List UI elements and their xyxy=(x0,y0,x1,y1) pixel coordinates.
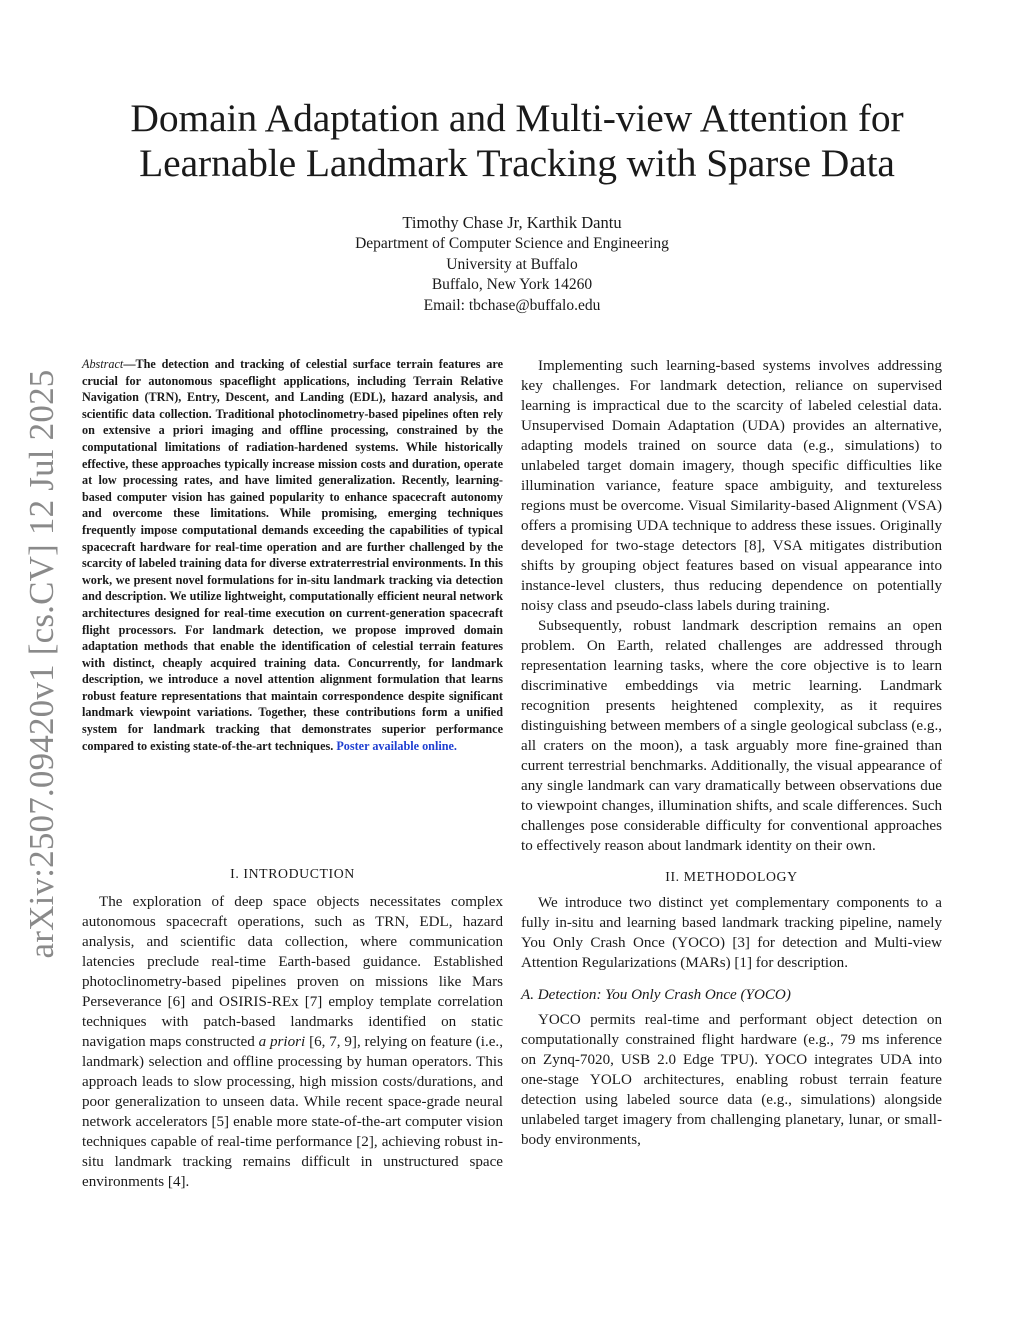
paper-title: Domain Adaptation and Multi-view Attention for Learnable Landmark Tracking with Sparse Data xyxy=(130,96,904,185)
abstract-lead: Abstract xyxy=(82,357,124,371)
arxiv-id: arXiv:2507.09420v1 [cs.CV] 12 Jul 2025 xyxy=(22,369,61,959)
abstract xyxy=(82,356,503,754)
method-paragraph-1: We introduce two distinct yet complementary components to a fully in-situ and learning based landmark tracking pipeline, namely You Only Crash Once (YOCO) [3] for detection and Multi-view Attention Regularizations (MARs) [1] for description. xyxy=(521,895,942,971)
right-column xyxy=(521,356,942,1150)
subsection-heading-yoco: A. Detection: You Only Crash Once (YOCO) xyxy=(521,987,791,1003)
right-paragraph-1: Implementing such learning-based systems involves addressing key challenges. For landmark detection, reliance on supervised learning is impractical due to the scarcity of labeled celestial data. Unsupervised Domain Adaptation (UDA) provides an alternative, adapting models trained on source data (e.g., simulations) to unlabeled target domain imagery, though specific difficulties like illumination variance, feature space ambiguity, and textureless regions must be overcome. Visual Similarity-based Alignment (VSA) offers a promising UDA technique to address these issues. Originally developed for two-stage detectors [8], VSA mitigates distribution shifts by grouping object features based on visual appearance into instance-level clusters, thus reducing dependence on potentially noisy class and pseudo-class labels during training. xyxy=(521,358,942,614)
author-email: Email: tbchase@buffalo.edu xyxy=(423,296,601,314)
right-paragraph-2: Subsequently, robust landmark description remains an open problem. On Earth, related challenges are addressed through representation learning tasks, where the core objective is to learn discriminative embeddings via metric learning. Landmark recognition presents heightened complexity, as it requires distinguishing between members of a single geological subclass (e.g., all craters on the moon), a task arguably more fine-grained than current terrestrial benchmarks. Additionally, the visual appearance of any single landmark can vary dramatically between observations due to viewpoint changes, illumination shifts, and scale differences. Such challenges pose considerable difficulty for conventional approaches to effectively reason about landmark identity on their own. xyxy=(521,618,942,854)
author-names: Timothy Chase Jr, Karthik Dantu xyxy=(402,213,622,232)
section-heading-introduction: I. INTRODUCTION xyxy=(230,866,355,881)
author-university: University at Buffalo xyxy=(446,255,578,273)
abstract-text: —The detection and tracking of celestial surface terrain features are crucial for autonomous spaceflight applications, including Terrain Relative Navigation (TRN), Entry, Descent, and Landing (EDL), hazard analysis, and scientific data collection. Traditional photoclinometry-based pipelines often rely on extensive a priori imaging and offline processing, constrained by the computational limitations of radiation-hardened systems. While historically effective, these approaches typically increase mission costs and duration, operate at low processing rates, and have limited generalization. Recently, learning-based computer vision has gained popularity to enhance spacecraft autonomy and overcome these limitations. While promising, emerging techniques frequently impose computational demands exceeding the capabilities of typical spacecraft hardware for real-time operation and are further challenged by the scarcity of labeled training data for diverse extraterrestrial environments. In this work, we present novel formulations for in-situ landmark tracking via detection and description. We utilize lightweight, computationally efficient neural network architectures designed for real-time execution on current-generation spacecraft flight processors. For landmark detection, we propose improved domain adaptation methods that enable the identification of celestial terrain features with distinct, cheaply acquired training data. Concurrently, for landmark description, we introduce a novel attention alignment formulation that learns robust feature representations that maintain correspondence despite significant landmark viewpoint variations. Together, these contributions form a unified system for landmark tracking that demonstrates superior performance compared to existing state-of-the-art techniques. xyxy=(82,357,503,753)
intro-paragraph-1: The exploration of deep space objects necessitates complex autonomous spacecraft operations, such as TRN, EDL, hazard analysis, and scientific data collection, where communication latencies preclude real-time Earth-based guidance. Established photoclinometry-based pipelines proven on missions like Mars Perseverance [6] and OSIRIS-REx [7] employ template correlation techniques with patch-based landmarks identified on static navigation maps constructed a priori [6, 7, 9], relying on feature (i.e., landmark) selection and offline processing by human operators. This approach leads to slow processing, high mission costs/durations, and poor generalization to unseen data. While recent space-grade neural network accelerators [5] enable more state-of-the-art computer vision techniques capable of real-time performance [2], achieving robust in-situ landmark tracking remains difficult in unstructured space environments [4]. xyxy=(82,894,503,1190)
a-priori-italic: a priori xyxy=(258,1034,306,1050)
section-heading-methodology: II. METHODOLOGY xyxy=(665,869,798,884)
author-department: Department of Computer Science and Engineering xyxy=(355,235,669,252)
author-block xyxy=(150,212,874,316)
poster-link[interactable]: Poster available online. xyxy=(336,738,457,753)
yoco-paragraph-1: YOCO permits real-time and performant object detection on computationally constrained flight hardware (e.g., 79 ms inference on Zynq-7020, USB 2.0 Edge TPU). YOCO integrates UDA into one-stage YOLO architectures, enabling robust terrain feature detection using labeled source data (e.g., simulations) alongside unlabeled target imagery from challenging planetary, lunar, or small-body environments, xyxy=(521,1012,942,1148)
introduction-section xyxy=(82,864,503,1192)
author-location: Buffalo, New York 14260 xyxy=(431,276,593,293)
